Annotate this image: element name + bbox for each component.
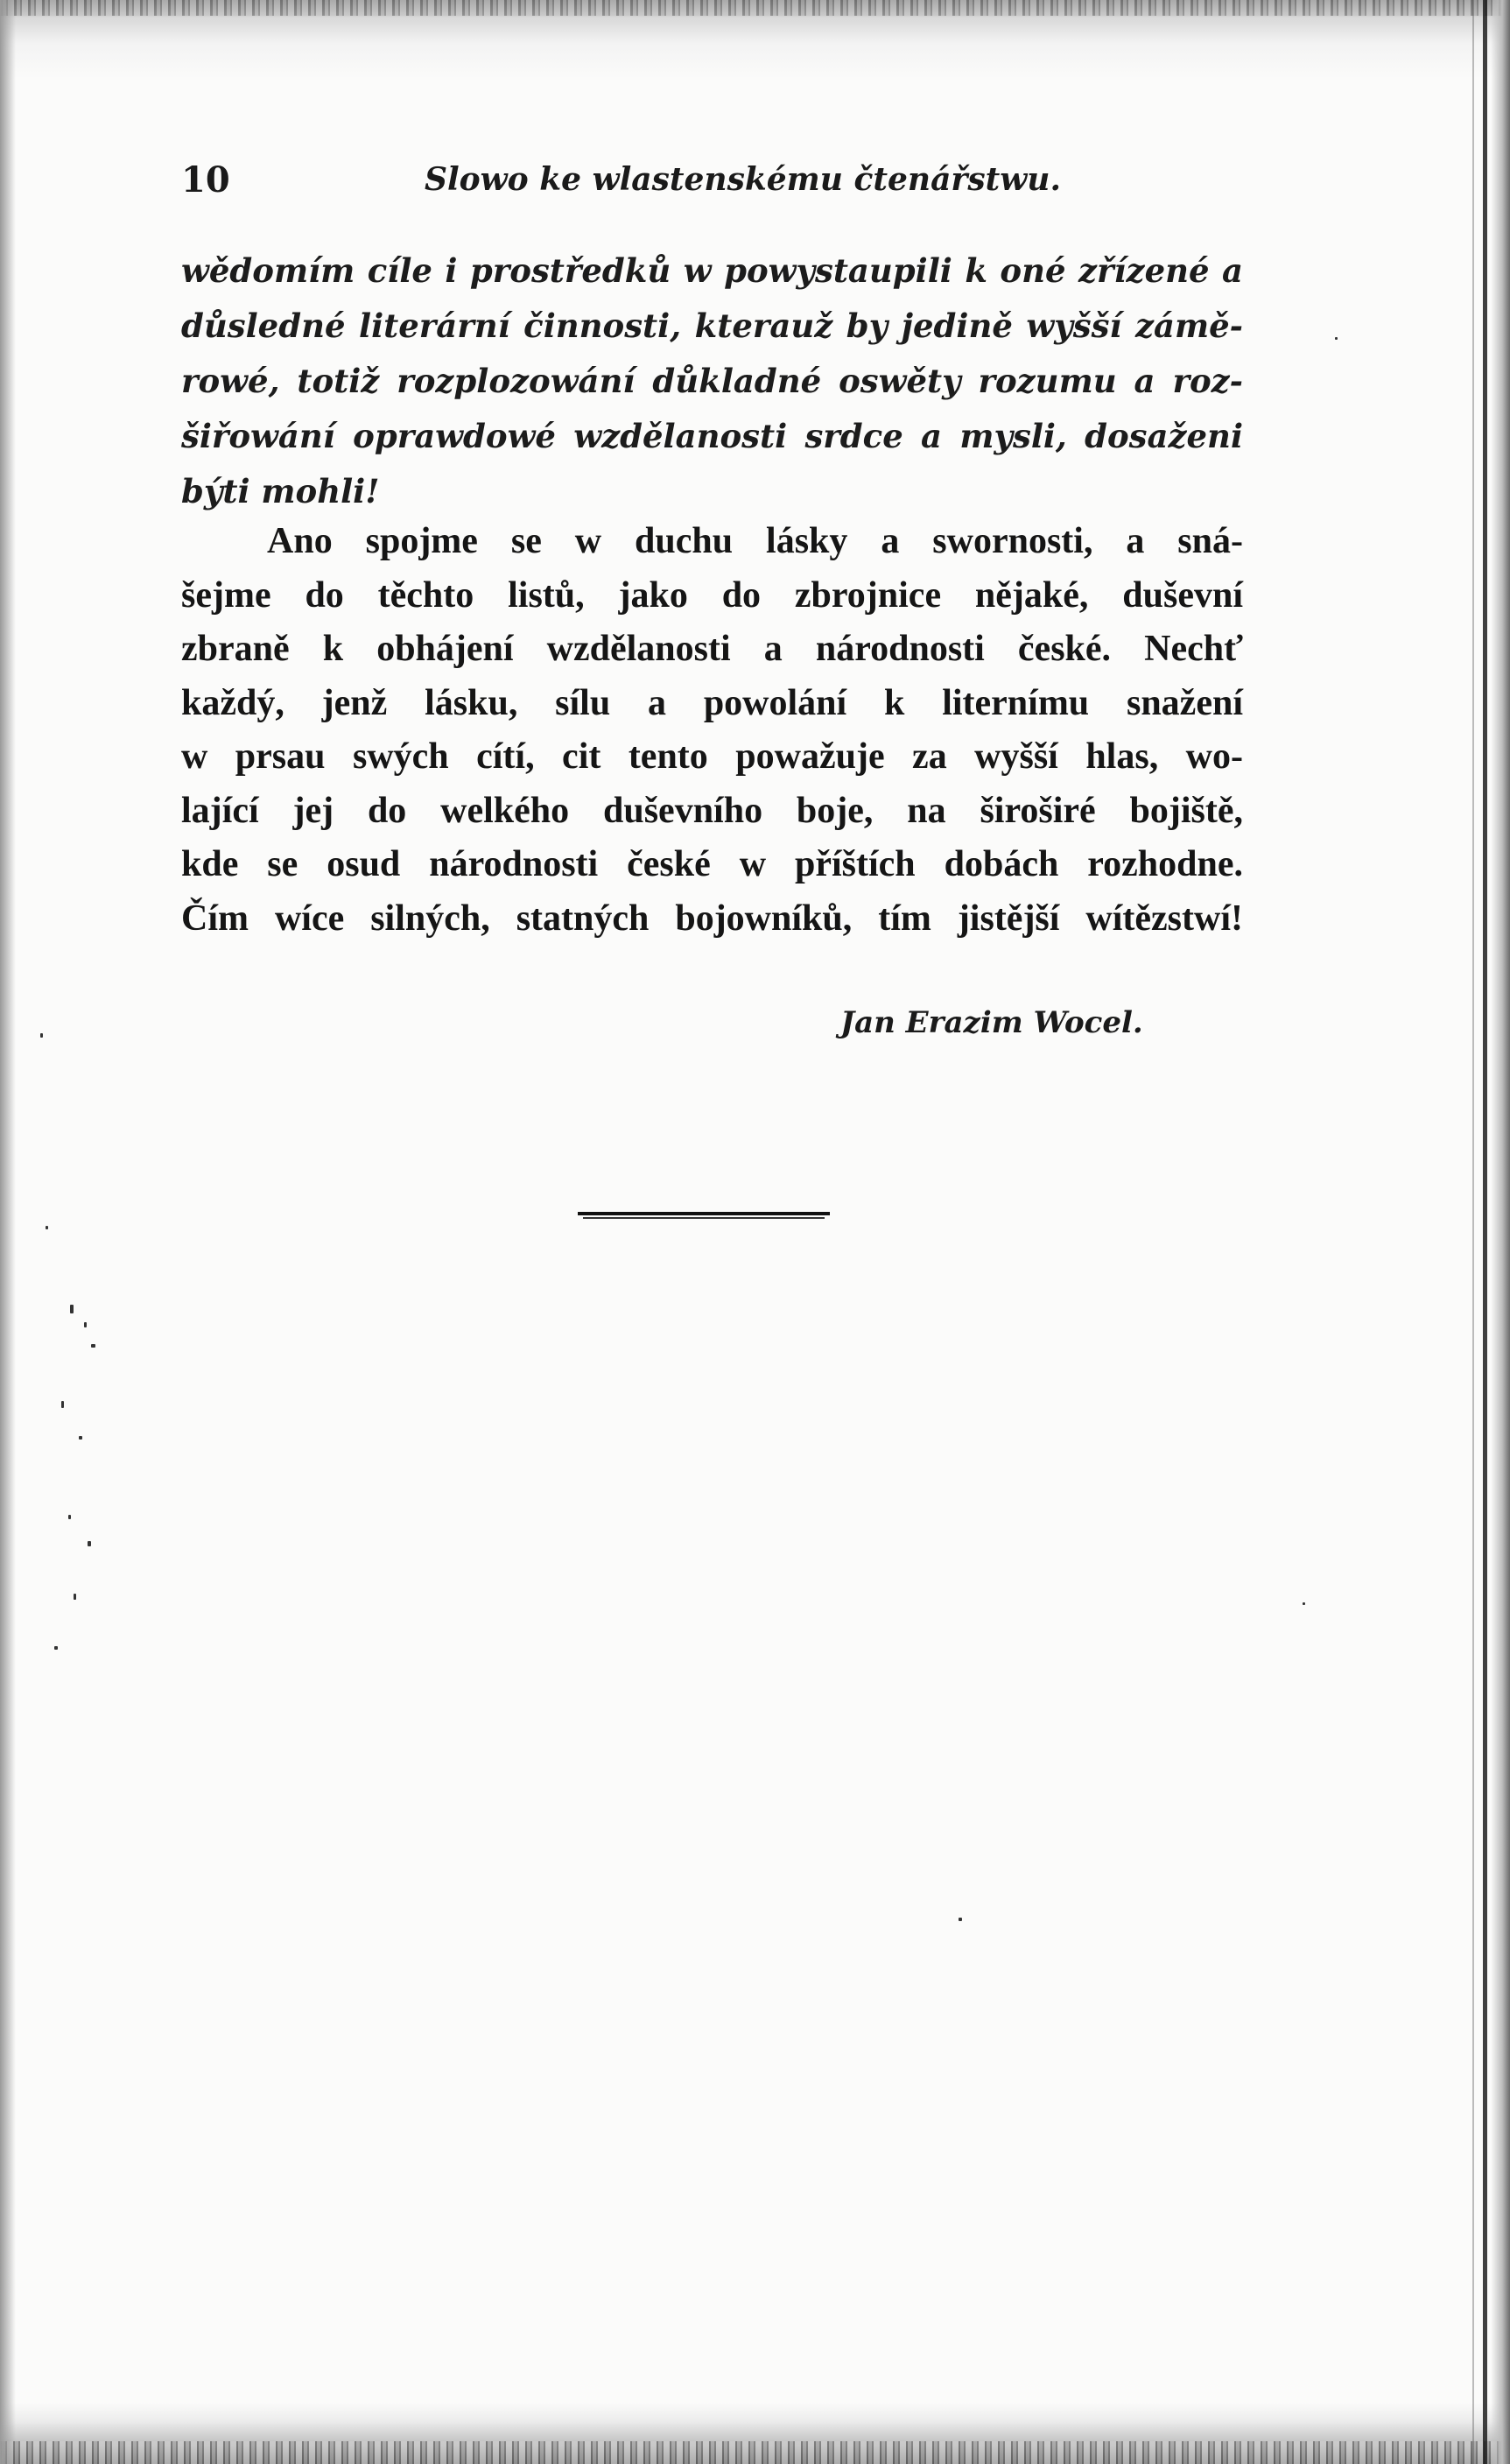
scan-edge-bottom xyxy=(0,2403,1510,2464)
text-line: lající jej do welkého duševního boje, na široširé bojiště, xyxy=(181,790,1243,831)
running-head xyxy=(181,159,1249,212)
text-line: každý, jenž lásku, sílu a powolání k liternímu snažení xyxy=(181,682,1243,723)
text-line: zbraně k obhájení wzdělanosti a národnosti české. Nechť xyxy=(181,629,1243,669)
author-signature: Jan Erazim Wocel. xyxy=(840,1005,1143,1040)
text-line: Ano spojme se w duchu lásky a swornosti, a sná- xyxy=(267,521,1243,561)
text-line: rowé, totiž rozplozowání důkladné oswěty rozumu a roz- xyxy=(181,362,1243,400)
closing-rule xyxy=(578,1212,830,1220)
running-title: Slowo ke wlastenskému čtenářstwu. xyxy=(425,161,1061,198)
text-line: Čím wíce silných, statných bojowníků, tím jistější wítězstwí! xyxy=(181,898,1243,939)
scan-binding-line xyxy=(1483,0,1487,2464)
scan-edge-top xyxy=(0,0,1510,79)
scan-edge-left xyxy=(0,0,16,2464)
scan-edge-right xyxy=(1491,0,1510,2464)
text-line: šiřowání oprawdowé wzdělanosti srdce a mysli, dosaženi xyxy=(181,417,1243,455)
roman-paragraph xyxy=(181,515,1243,946)
italic-paragraph xyxy=(181,243,1243,519)
text-line: šejme do těchto listů, jako do zbrojnice nějaké, duševní xyxy=(181,574,1243,616)
text-line: w prsau swých cítí, cit tento powažuje za wyšší hlas, wo- xyxy=(181,736,1243,777)
scan-binding-shadow xyxy=(1472,0,1474,2464)
rule-thin-line xyxy=(583,1217,825,1219)
text-line: wědomím cíle i prostředků w powystaupili k oné zřízené a xyxy=(181,251,1243,290)
text-line: býti mohli! xyxy=(181,472,380,510)
text-line: důsledné literární činnosti, kterauž by jedině wyšší zámě- xyxy=(181,306,1243,345)
rule-thick-line xyxy=(578,1212,830,1215)
page-number: 10 xyxy=(181,159,230,201)
text-line: kde se osud národnosti české w příštích dobách rozhodne. xyxy=(181,844,1243,884)
